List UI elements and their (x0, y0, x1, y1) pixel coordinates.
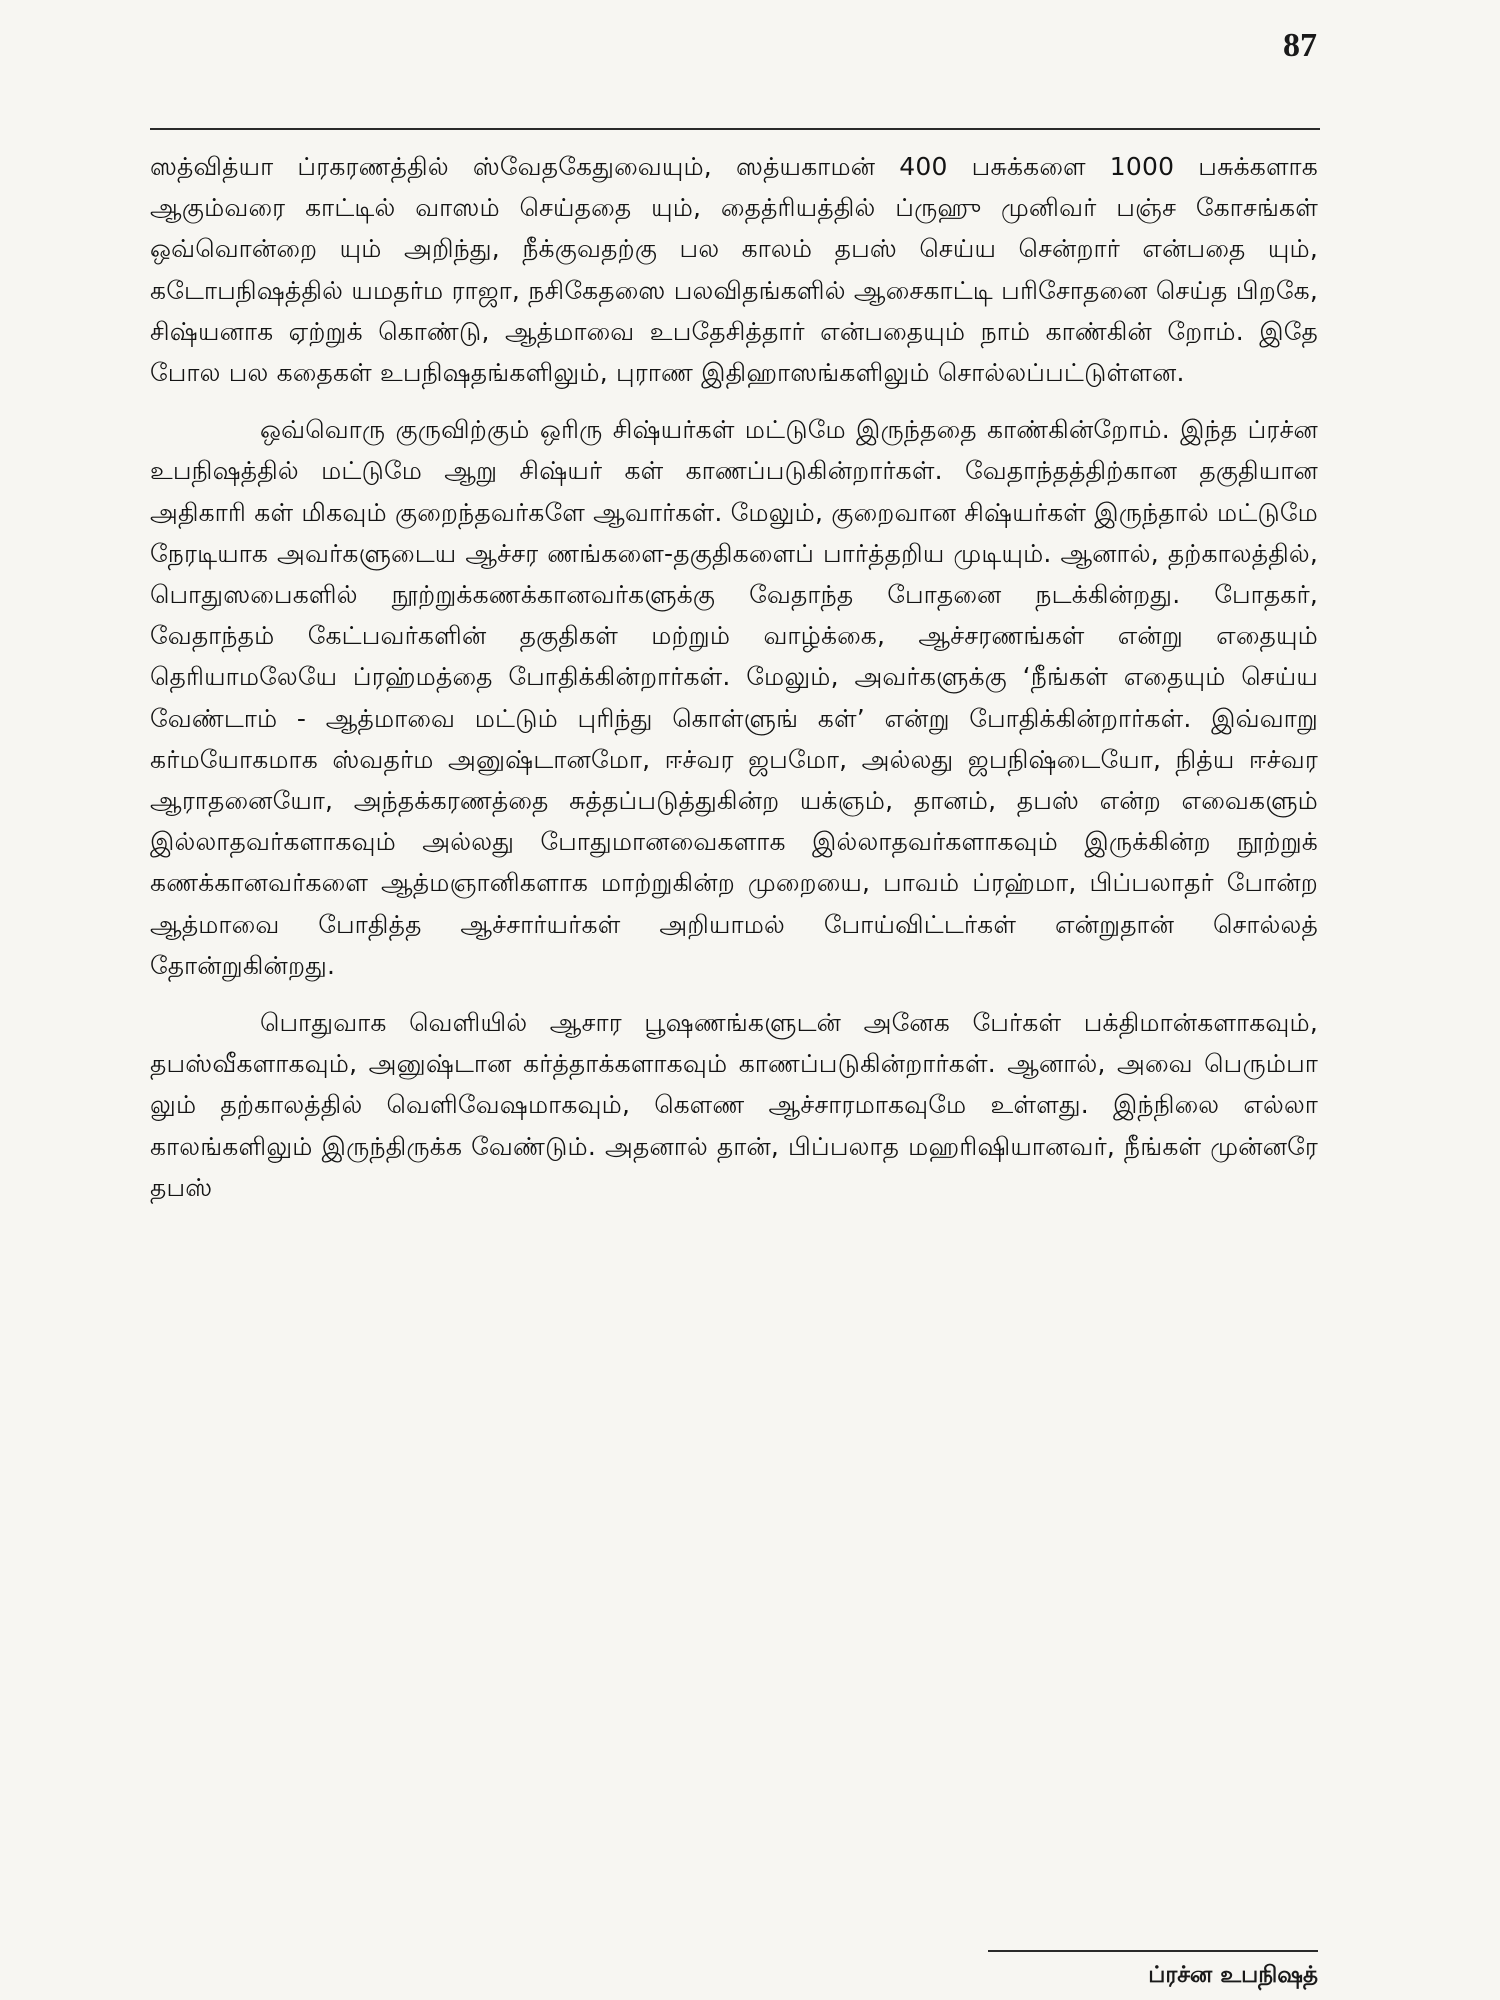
page-number: 87 (1283, 27, 1317, 64)
paragraph-3: பொதுவாக வெளியில் ஆசார பூஷணங்களுடன் அனேக பேர்கள் பக்திமான்களாகவும், தபஸ்வீகளாகவும், அனுஷ்டான கர்த்தாக்களாகவும் காணப்படுகின்றார்கள். ஆனால், அவை பெரும்பா லும் தற்காலத்தில் வெளிவேஷமாகவும், கௌண ஆச்சாரமாகவுமே உள்ளது. இந்நிலை எல்லா காலங்களிலும் இருந்திருக்க வேண்டும். அதனால் தான், பிப்பலாத மஹரிஷியானவர், நீங்கள் முன்னரே தபஸ் (150, 1008, 1318, 1202)
header-rule (150, 128, 1320, 130)
paragraph-1: ஸத்வித்யா ப்ரகரணத்தில் ஸ்வேதகேதுவையும், ஸத்யகாமன் 400 பசுக்களை 1000 பசுக்களாக ஆகும்வரை காட்டில் வாஸம் செய்ததை யும், தைத்ரியத்தில் ப்ருஹு முனிவர் பஞ்ச கோசங்கள் ஒவ்வொன்றை யும் அறிந்து, நீக்குவதற்கு பல காலம் தபஸ் செய்ய சென்றார் என்பதை யும், கடோபநிஷத்தில் யமதர்ம ராஜா, நசிகேதஸை பலவிதங்களில் ஆசைகாட்டி பரிசோதனை செய்த பிறகே, சிஷ்யனாக ஏற்றுக் கொண்டு, ஆத்மாவை உபதேசித்தார் என்பதையும் நாம் காண்கின் றோம். இதே போல பல கதைகள் உபநிஷதங்களிலும், புராண இதிஹாஸங்களிலும் சொல்லப்பட்டுள்ளன. (150, 152, 1318, 388)
paragraph-2: ஒவ்வொரு குருவிற்கும் ஒரிரு சிஷ்யர்கள் மட்டுமே இருந்ததை காண்கின்றோம். இந்த ப்ரச்ன உபநிஷத்தில் மட்டுமே ஆறு சிஷ்யர் கள் காணப்படுகின்றார்கள். வேதாந்தத்திற்கான தகுதியான அதிகாரி கள் மிகவும் குறைந்தவர்களே ஆவார்கள். மேலும், குறைவான சிஷ்யர்கள் இருந்தால் மட்டுமே நேரடியாக அவர்களுடைய ஆச்சர ணங்களை-தகுதிகளைப் பார்த்தறிய முடியும். ஆனால், தற்காலத்தில், பொதுஸபைகளில் நூற்றுக்கணக்கானவர்களுக்கு வேதாந்த போதனை நடக்கின்றது. போதகர், வேதாந்தம் கேட்பவர்களின் தகுதிகள் மற்றும் வாழ்க்கை, ஆச்சரணங்கள் என்று எதையும் தெரியாமலேயே ப்ரஹ்மத்தை போதிக்கின்றார்கள். மேலும், அவர்களுக்கு ‘நீங்கள் எதையும் செய்ய வேண்டாம் - ஆத்மாவை மட்டும் புரிந்து கொள்ளுங் கள்’ என்று போதிக்கின்றார்கள். இவ்வாறு கர்மயோகமாக ஸ்வதர்ம அனுஷ்டானமோ, ஈச்வர ஜபமோ, அல்லது ஜபநிஷ்டையோ, நித்ய ஈச்வர ஆராதனையோ, அந்தக்கரணத்தை சுத்தப்படுத்துகின்ற யக்ஞம், தானம், தபஸ் என்ற எவைகளும் இல்லாதவர்களாகவும் அல்லது போதுமானவைகளாக இல்லாதவர்களாகவும் இருக்கின்ற நூற்றுக் கணக்கானவர்களை ஆத்மஞானிகளாக மாற்றுகின்ற முறையை, பாவம் ப்ரஹ்மா, பிப்பலாதர் போன்ற ஆத்மாவை போதித்த ஆச்சார்யர்கள் அறியாமல் போய்விட்டர்கள் என்றுதான் சொல்லத் தோன்றுகின்றது. (150, 415, 1318, 980)
body-text (150, 146, 1318, 1208)
footer-book-title: ப்ரச்ன உபநிஷத் (1148, 1962, 1318, 1988)
footer-rule (988, 1950, 1318, 1952)
